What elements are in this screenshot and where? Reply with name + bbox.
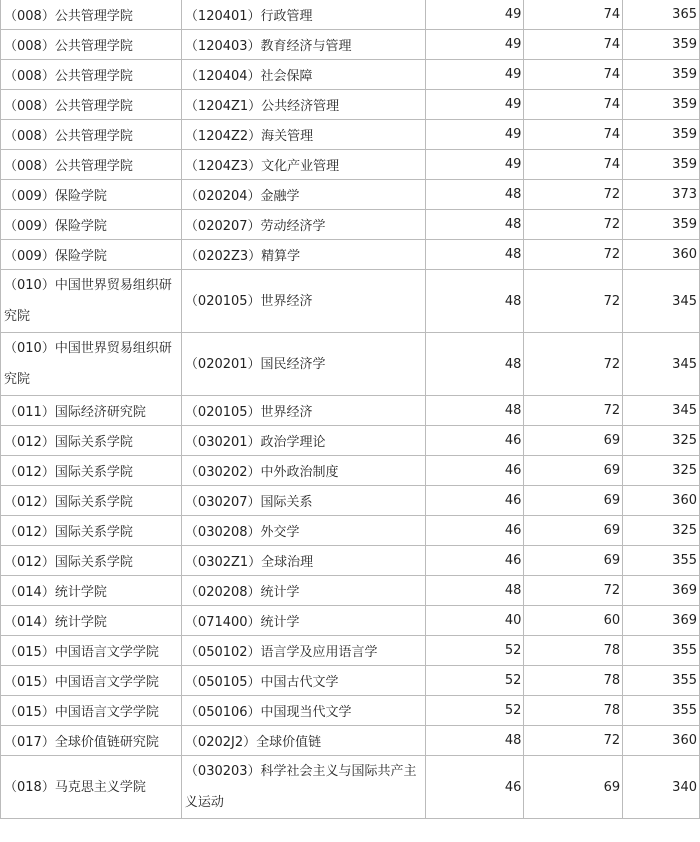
college-cell: （008）公共管理学院 xyxy=(1,120,182,150)
total-score-cell: 359 xyxy=(623,60,700,90)
total-score-cell: 369 xyxy=(623,576,700,606)
major-cell: （030201）政治学理论 xyxy=(181,426,425,456)
single-subject-2-score-cell: 72 xyxy=(524,240,623,270)
single-subject-1-score-cell: 52 xyxy=(425,666,524,696)
total-score-cell: 355 xyxy=(623,636,700,666)
single-subject-2-score-cell: 72 xyxy=(524,180,623,210)
table-row xyxy=(1,396,700,426)
table-row xyxy=(1,60,700,90)
single-subject-2-score-cell: 74 xyxy=(524,150,623,180)
total-score-cell: 365 xyxy=(623,0,700,30)
total-score-cell: 360 xyxy=(623,726,700,756)
table-row xyxy=(1,516,700,546)
major-cell: （120403）教育经济与管理 xyxy=(181,30,425,60)
major-cell: （020208）统计学 xyxy=(181,576,425,606)
single-subject-1-score-cell: 46 xyxy=(425,546,524,576)
table-row xyxy=(1,636,700,666)
single-subject-2-score-cell: 69 xyxy=(524,486,623,516)
single-subject-1-score-cell: 49 xyxy=(425,120,524,150)
college-cell: （014）统计学院 xyxy=(1,606,182,636)
major-cell: （120404）社会保障 xyxy=(181,60,425,90)
table-row xyxy=(1,30,700,60)
college-cell: （009）保险学院 xyxy=(1,180,182,210)
major-cell: （050105）中国古代文学 xyxy=(181,666,425,696)
single-subject-2-score-cell: 72 xyxy=(524,270,623,333)
table-row xyxy=(1,120,700,150)
single-subject-1-score-cell: 46 xyxy=(425,456,524,486)
total-score-cell: 359 xyxy=(623,90,700,120)
total-score-cell: 355 xyxy=(623,696,700,726)
total-score-cell: 369 xyxy=(623,606,700,636)
table-row xyxy=(1,666,700,696)
total-score-cell: 340 xyxy=(623,756,700,819)
table-row xyxy=(1,0,700,30)
major-cell: （0202J2）全球价值链 xyxy=(181,726,425,756)
single-subject-2-score-cell: 69 xyxy=(524,426,623,456)
total-score-cell: 359 xyxy=(623,30,700,60)
college-cell: （015）中国语言文学学院 xyxy=(1,666,182,696)
major-cell: （020204）金融学 xyxy=(181,180,425,210)
single-subject-2-score-cell: 78 xyxy=(524,666,623,696)
score-table-body xyxy=(1,0,700,819)
total-score-cell: 359 xyxy=(623,150,700,180)
single-subject-2-score-cell: 69 xyxy=(524,546,623,576)
college-cell: （012）国际关系学院 xyxy=(1,516,182,546)
total-score-cell: 345 xyxy=(623,396,700,426)
college-cell: （008）公共管理学院 xyxy=(1,90,182,120)
total-score-cell: 325 xyxy=(623,456,700,486)
single-subject-1-score-cell: 46 xyxy=(425,756,524,819)
college-cell: （010）中国世界贸易组织研究院 xyxy=(1,333,182,396)
single-subject-1-score-cell: 46 xyxy=(425,426,524,456)
college-cell: （012）国际关系学院 xyxy=(1,486,182,516)
table-row xyxy=(1,696,700,726)
table-row xyxy=(1,150,700,180)
total-score-cell: 355 xyxy=(623,546,700,576)
total-score-cell: 360 xyxy=(623,486,700,516)
college-cell: （008）公共管理学院 xyxy=(1,60,182,90)
table-row xyxy=(1,426,700,456)
total-score-cell: 355 xyxy=(623,666,700,696)
college-cell: （009）保险学院 xyxy=(1,210,182,240)
single-subject-2-score-cell: 78 xyxy=(524,636,623,666)
single-subject-1-score-cell: 48 xyxy=(425,576,524,606)
table-row xyxy=(1,333,700,396)
college-cell: （008）公共管理学院 xyxy=(1,150,182,180)
single-subject-1-score-cell: 49 xyxy=(425,150,524,180)
single-subject-2-score-cell: 74 xyxy=(524,120,623,150)
single-subject-1-score-cell: 48 xyxy=(425,396,524,426)
single-subject-1-score-cell: 52 xyxy=(425,696,524,726)
college-cell: （012）国际关系学院 xyxy=(1,426,182,456)
single-subject-2-score-cell: 72 xyxy=(524,333,623,396)
major-cell: （1204Z2）海关管理 xyxy=(181,120,425,150)
single-subject-2-score-cell: 72 xyxy=(524,576,623,606)
single-subject-1-score-cell: 52 xyxy=(425,636,524,666)
single-subject-2-score-cell: 69 xyxy=(524,756,623,819)
major-cell: （020105）世界经济 xyxy=(181,396,425,426)
major-cell: （1204Z1）公共经济管理 xyxy=(181,90,425,120)
college-cell: （012）国际关系学院 xyxy=(1,546,182,576)
major-cell: （0202Z3）精算学 xyxy=(181,240,425,270)
single-subject-2-score-cell: 69 xyxy=(524,456,623,486)
college-cell: （008）公共管理学院 xyxy=(1,0,182,30)
college-cell: （015）中国语言文学学院 xyxy=(1,696,182,726)
total-score-cell: 345 xyxy=(623,270,700,333)
major-cell: （120401）行政管理 xyxy=(181,0,425,30)
major-cell: （020207）劳动经济学 xyxy=(181,210,425,240)
single-subject-2-score-cell: 74 xyxy=(524,30,623,60)
table-row xyxy=(1,180,700,210)
table-row xyxy=(1,756,700,819)
single-subject-1-score-cell: 48 xyxy=(425,726,524,756)
single-subject-1-score-cell: 49 xyxy=(425,30,524,60)
major-cell: （020105）世界经济 xyxy=(181,270,425,333)
total-score-cell: 359 xyxy=(623,210,700,240)
single-subject-1-score-cell: 48 xyxy=(425,240,524,270)
single-subject-2-score-cell: 72 xyxy=(524,396,623,426)
single-subject-1-score-cell: 48 xyxy=(425,333,524,396)
table-row xyxy=(1,606,700,636)
college-cell: （015）中国语言文学学院 xyxy=(1,636,182,666)
single-subject-1-score-cell: 49 xyxy=(425,0,524,30)
total-score-cell: 373 xyxy=(623,180,700,210)
table-row xyxy=(1,270,700,333)
single-subject-2-score-cell: 72 xyxy=(524,210,623,240)
table-row xyxy=(1,546,700,576)
total-score-cell: 345 xyxy=(623,333,700,396)
major-cell: （071400）统计学 xyxy=(181,606,425,636)
major-cell: （050106）中国现当代文学 xyxy=(181,696,425,726)
major-cell: （1204Z3）文化产业管理 xyxy=(181,150,425,180)
major-cell: （0302Z1）全球治理 xyxy=(181,546,425,576)
major-cell: （030208）外交学 xyxy=(181,516,425,546)
single-subject-2-score-cell: 74 xyxy=(524,0,623,30)
major-cell: （050102）语言学及应用语言学 xyxy=(181,636,425,666)
single-subject-1-score-cell: 48 xyxy=(425,210,524,240)
table-row xyxy=(1,210,700,240)
single-subject-2-score-cell: 72 xyxy=(524,726,623,756)
college-cell: （014）统计学院 xyxy=(1,576,182,606)
table-row xyxy=(1,726,700,756)
total-score-cell: 359 xyxy=(623,120,700,150)
single-subject-2-score-cell: 69 xyxy=(524,516,623,546)
college-cell: （012）国际关系学院 xyxy=(1,456,182,486)
college-cell: （008）公共管理学院 xyxy=(1,30,182,60)
total-score-cell: 360 xyxy=(623,240,700,270)
single-subject-1-score-cell: 49 xyxy=(425,60,524,90)
college-cell: （018）马克思主义学院 xyxy=(1,756,182,819)
college-cell: （009）保险学院 xyxy=(1,240,182,270)
college-cell: （011）国际经济研究院 xyxy=(1,396,182,426)
single-subject-1-score-cell: 46 xyxy=(425,516,524,546)
college-cell: （010）中国世界贸易组织研究院 xyxy=(1,270,182,333)
single-subject-1-score-cell: 48 xyxy=(425,180,524,210)
single-subject-2-score-cell: 78 xyxy=(524,696,623,726)
single-subject-1-score-cell: 49 xyxy=(425,90,524,120)
single-subject-2-score-cell: 60 xyxy=(524,606,623,636)
table-row xyxy=(1,486,700,516)
single-subject-1-score-cell: 40 xyxy=(425,606,524,636)
single-subject-1-score-cell: 46 xyxy=(425,486,524,516)
college-cell: （017）全球价值链研究院 xyxy=(1,726,182,756)
total-score-cell: 325 xyxy=(623,426,700,456)
table-row xyxy=(1,90,700,120)
single-subject-1-score-cell: 48 xyxy=(425,270,524,333)
major-cell: （030202）中外政治制度 xyxy=(181,456,425,486)
table-row xyxy=(1,240,700,270)
major-cell: （030203）科学社会主义与国际共产主义运动 xyxy=(181,756,425,819)
table-row xyxy=(1,456,700,486)
single-subject-2-score-cell: 74 xyxy=(524,60,623,90)
total-score-cell: 325 xyxy=(623,516,700,546)
major-cell: （020201）国民经济学 xyxy=(181,333,425,396)
table-row xyxy=(1,576,700,606)
single-subject-2-score-cell: 74 xyxy=(524,90,623,120)
major-cell: （030207）国际关系 xyxy=(181,486,425,516)
